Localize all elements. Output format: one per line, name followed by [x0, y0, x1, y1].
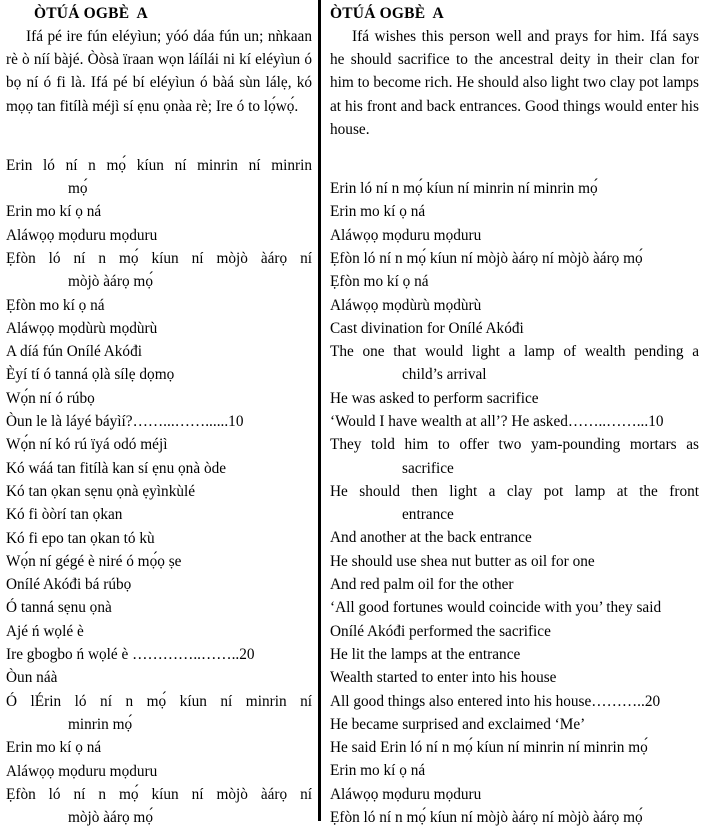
verse-line-continuation: sacrifice: [402, 459, 454, 477]
verse-line: Erin ló ní n mọ́ kíun ní minrin ní minrin mọ́: [330, 180, 598, 198]
left-column-yoruba: [0, 0, 318, 827]
verse-line: [6, 690, 312, 737]
verse-line: ‘Would I have wealth at all’? He asked……..……...10: [330, 412, 664, 430]
verse-line: Onílé Akóđi performed the sacrifice: [330, 622, 551, 640]
left-column-intro-paragraph: Ifá pé ire fún eléyìun; yóó dáa fún un; nǹkaan rè ò níí bàjé. Òòsà ïraan wọn láílái ni kí eléyìun ó bọ ní ó fi là. Ifá pé bí eléyìun ó bàá sùn lálẹ, kó mọọ tan fitílà méjì sí ẹnu ọnàa rè; Ire ó to lọ́wọ́.: [6, 28, 312, 115]
verse-line: Erin mo kí ọ ná: [330, 203, 426, 221]
verse-line-text: Ẹfòn ló ní n mọ́ kíun ní mòjò àárọ ní: [6, 785, 312, 803]
verse-line: Òun le là láyé báyìí?……...……......10: [6, 413, 244, 431]
left-column-spacer: [6, 118, 312, 154]
verse-line: Èyí tí ó tanná ọlà sílẹ dọmọ: [6, 366, 175, 384]
verse-line: Ẹfòn mo kí ọ ná: [6, 296, 105, 314]
verse-line-text: Ó lÉrin ló ní n mọ́ kíun ní minrin ní: [6, 692, 312, 710]
verse-line: He said Erin ló ní n mọ́ kíun ní minrin ní minrin mọ́: [330, 739, 648, 757]
verse-line: Erin mo kí ọ ná: [6, 739, 102, 757]
verse-line: Aláwọọ mọduru mọduru: [330, 785, 482, 803]
verse-line: He became surprised and exclaimed ‘Me’: [330, 715, 586, 733]
verse-line: Aláwọọ mọduru mọduru: [6, 762, 158, 780]
verse-line: Ẹfòn ló ní n mọ́ kíun ní mòjò àárọ ní mòjò àárọ mọ́: [330, 249, 643, 267]
verse-line-text: Erin ló ní n mọ́ kíun ní minrin ní minrin: [6, 156, 312, 174]
verse-line: Ó tanná sẹnu ọnà: [6, 599, 112, 617]
verse-line: Erin mo kí ọ ná: [330, 762, 426, 780]
verse-line: [330, 480, 699, 527]
verse-line: Wọ́n ní ó rúbọ: [6, 389, 95, 407]
right-column-heading: ÒTÚÁ OGBÈ A: [330, 5, 444, 22]
verse-line: All good things also entered into his house………..20: [330, 692, 661, 710]
verse-line: [6, 247, 312, 294]
right-column-intro-paragraph: Ifá wishes this person well and prays for him. Ifá says he should sacrifice to the ancestral deity in their clan for him to become rich. He should also light two clay pot lamps at his front and back entrances. Good things would enter his house.: [330, 28, 699, 138]
verse-line: Wọ́n ní gégé è niré ó mọ́ọ ṣe: [6, 552, 182, 570]
verse-line: Onílé Akóđi bá rúbọ: [6, 576, 132, 594]
verse-line: Ẹfòn ló ní n mọ́ kíun ní mòjò àárọ ní mòjò àárọ mọ́: [330, 809, 643, 827]
verse-line: And another at the back entrance: [330, 529, 532, 547]
right-column-spacer: [330, 141, 699, 177]
verse-line-continuation: mòjò àárọ mọ́: [68, 809, 153, 827]
right-column-verse: [330, 177, 699, 829]
right-column-english: [318, 0, 703, 827]
verse-line-text: He should then light a clay pot lamp at the front: [330, 482, 699, 500]
verse-line: Erin mo kí ọ ná: [6, 203, 102, 221]
verse-line: [330, 340, 699, 387]
verse-line-continuation: minrin mọ́: [68, 715, 133, 733]
verse-line: Aláwọọ mọdùrù mọdùrù: [6, 319, 158, 337]
verse-line: He should use shea nut butter as oil for one: [330, 552, 595, 570]
verse-line: Ajé ń wọlé è: [6, 622, 84, 640]
verse-line: Ire gbogbo ń wọlé è …………..……..20: [6, 646, 255, 664]
left-column-verse: [6, 154, 312, 829]
verse-line: Kó wáá tan fitílà kan sí ẹnu ọnà òde: [6, 459, 227, 477]
verse-line: [6, 154, 312, 201]
verse-line-text: They told him to offer two yam-pounding mortars as: [330, 436, 699, 454]
verse-line: ‘All good fortunes would coincide with you’ they said: [330, 599, 662, 617]
verse-line: He lit the lamps at the entrance: [330, 645, 521, 663]
verse-line: He was asked to perform sacrifice: [330, 389, 539, 407]
verse-line: Kó fi òòrí tan ọkan: [6, 506, 123, 524]
verse-line-continuation: mòjò àárọ mọ́: [68, 273, 153, 291]
verse-line: Òun náà: [6, 669, 58, 687]
verse-line-text: Ẹfòn ló ní n mọ́ kíun ní mòjò àárọ ní: [6, 250, 312, 267]
verse-line-text: The one that would light a lamp of wealth pending a: [330, 343, 699, 361]
verse-line: And red palm oil for the other: [330, 576, 514, 594]
verse-line-continuation: child’s arrival: [402, 366, 487, 384]
verse-line: Aláwọọ mọdùrù mọdùrù: [330, 296, 482, 314]
verse-line: Aláwọọ mọduru mọduru: [6, 226, 158, 244]
verse-line: Wealth started to enter into his house: [330, 669, 557, 687]
verse-line: Wọ́n ní kó rú ïyá odó méjì: [6, 436, 168, 454]
verse-line-continuation: mọ́: [68, 180, 88, 198]
verse-line: Kó fi epo tan ọkan tó kù: [6, 529, 155, 547]
verse-line: Kó tan ọkan sẹnu ọnà ẹyìnkùlé: [6, 482, 196, 500]
left-column-heading: ÒTÚÁ OGBÈ A: [34, 5, 148, 22]
verse-line: A díá fún Onílé Akóđi: [6, 343, 142, 361]
verse-line: [6, 783, 312, 829]
verse-line: Cast divination for Onílé Akóđi: [330, 319, 524, 337]
verse-line: Aláwọọ mọduru mọduru: [330, 226, 482, 244]
verse-line-continuation: entrance: [402, 506, 454, 524]
verse-line: [330, 433, 699, 480]
verse-line: Ẹfòn mo kí ọ ná: [330, 273, 429, 291]
